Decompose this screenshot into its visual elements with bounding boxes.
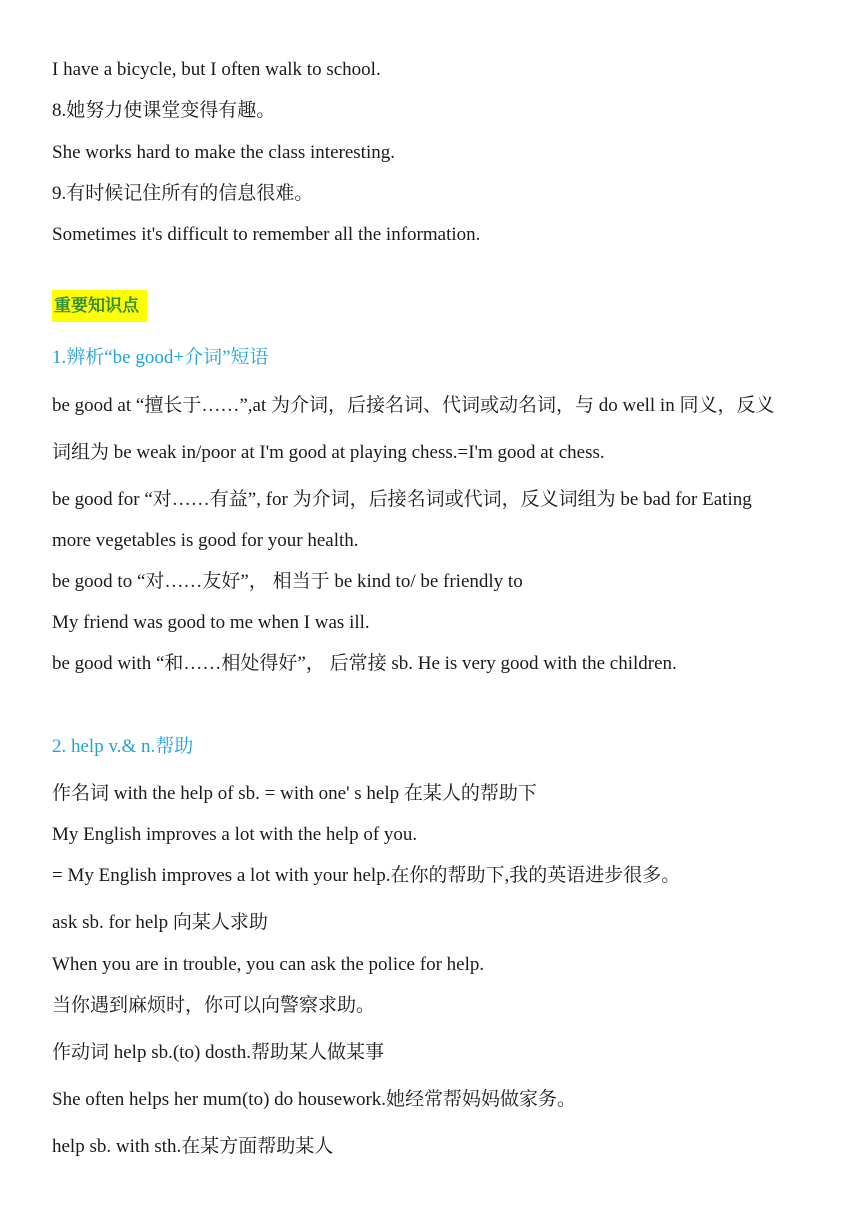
example-sentence: My English improves a lot with the help of you. bbox=[52, 824, 418, 845]
translation-line: 当你遇到麻烦时，你可以向警察求助。 bbox=[52, 995, 376, 1016]
section-heading: 2. help v.& n.帮助 bbox=[52, 736, 194, 757]
paragraph-line: be good at “擅长于……”,at 为介词，后接名词、代词或动名词，与 do well in 同义，反义 bbox=[52, 395, 775, 416]
paragraph-line: 作名词 with the help of sb. = with one' s help 在某人的帮助下 bbox=[52, 783, 537, 804]
example-sentence: My friend was good to me when I was ill. bbox=[52, 612, 370, 633]
paragraph-line: ask sb. for help 向某人求助 bbox=[52, 912, 268, 933]
translation-prompt: 8.她努力使课堂变得有趣。 bbox=[52, 100, 276, 121]
paragraph-line: 词组为 be weak in/poor at I'm good at playing chess.=I'm good at chess. bbox=[52, 442, 605, 463]
example-sentence: Sometimes it's difficult to remember all the information. bbox=[52, 224, 481, 245]
example-sentence: She often helps her mum(to) do housework.她经常帮妈妈做家务。 bbox=[52, 1089, 577, 1110]
translation-prompt: 9.有时候记住所有的信息很难。 bbox=[52, 183, 314, 204]
paragraph-line: be good to “对……友好”， 相当于 be kind to/ be friendly to bbox=[52, 571, 523, 592]
paragraph-line: more vegetables is good for your health. bbox=[52, 530, 359, 551]
example-sentence: When you are in trouble, you can ask the police for help. bbox=[52, 954, 485, 975]
example-sentence: She works hard to make the class interesting. bbox=[52, 142, 395, 163]
section-label-highlight: 重要知识点 bbox=[52, 290, 147, 322]
paragraph-line: be good for “对……有益”, for 为介词，后接名词或代词，反义词组为 be bad for Eating bbox=[52, 489, 752, 510]
example-sentence: I have a bicycle, but I often walk to school. bbox=[52, 59, 381, 80]
paragraph-line: 作动词 help sb.(to) dosth.帮助某人做某事 bbox=[52, 1042, 384, 1063]
example-sentence: = My English improves a lot with your help.在你的帮助下,我的英语进步很多。 bbox=[52, 865, 681, 886]
paragraph-line: be good with “和……相处得好”， 后常接 sb. He is very good with the children. bbox=[52, 653, 677, 674]
section-heading: 1.辨析“be good+介词”短语 bbox=[52, 347, 269, 368]
paragraph-line: help sb. with sth.在某方面帮助某人 bbox=[52, 1136, 334, 1157]
